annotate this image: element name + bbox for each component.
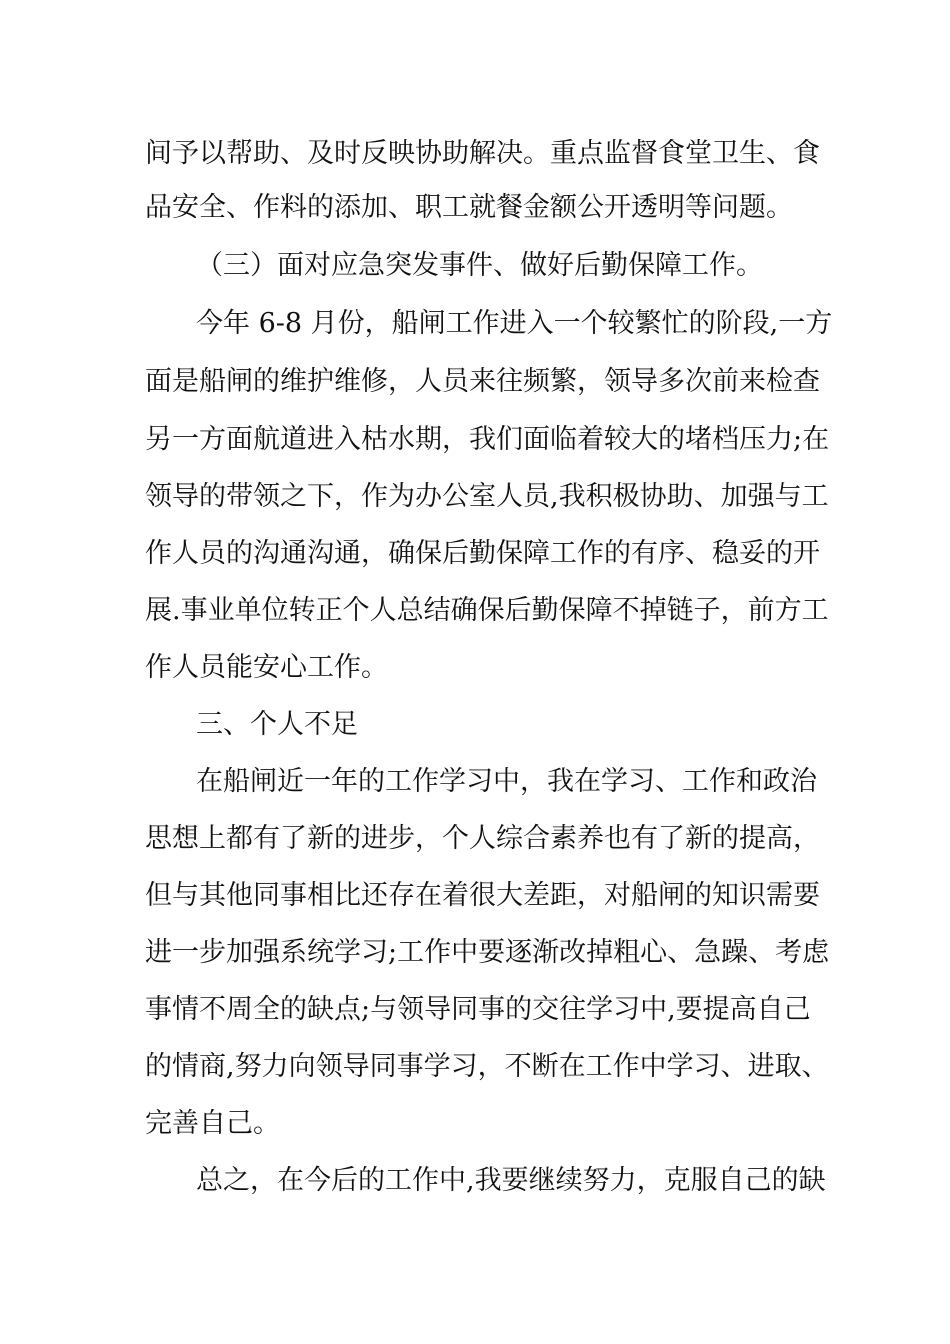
section-heading: 三、个人不足 (196, 709, 358, 740)
paragraph-line: 在船闸近一年的工作学习中，我在学习、工作和政治 (196, 766, 817, 797)
paragraph-line: 完善自己。 (145, 1108, 280, 1139)
paragraph-line: 另一方面航道进入枯水期，我们面临着较大的堵档压力;在 (145, 424, 830, 455)
paragraph-line: 但与其他同事相比还存在着很大差距，对船闸的知识需要 (145, 880, 820, 911)
paragraph-line: 领导的带领之下，作为办公室人员,我积极协助、加强与工 (145, 481, 829, 512)
paragraph-line: 面是船闸的维护维修，人员来往频繁，领导多次前来检查 (145, 366, 820, 397)
paragraph-line: 的情商,努力向领导同事学习，不断在工作中学习、进取、 (145, 1051, 829, 1082)
paragraph-line: 作人员的沟通沟通，确保后勤保障工作的有序、稳妥的开 (145, 538, 820, 569)
paragraph-line: 展.事业单位转正个人总结确保后勤保障不掉链子，前方工 (145, 595, 829, 626)
paragraph-line: 作人员能安心工作。 (145, 652, 388, 683)
paragraph-line: 事情不周全的缺点;与领导同事的交往学习中,要提高自己 (145, 994, 811, 1025)
paragraph-line: 今年 6-8 月份，船闸工作进入一个较繁忙的阶段,一方 (196, 308, 833, 339)
paragraph-line: 品安全、作料的添加、职工就餐金额公开透明等问题。 (145, 192, 793, 223)
paragraph-line: 进一步加强系统学习;工作中要逐渐改掉粗心、急躁、考虑 (145, 937, 830, 968)
paragraph-line: 总之，在今后的工作中,我要继续努力，克服自己的缺 (196, 1165, 826, 1196)
paragraph-line: 思想上都有了新的进步，个人综合素养也有了新的提高， (145, 823, 820, 854)
paragraph-line: 间予以帮助、及时反映协助解决。重点监督食堂卫生、食 (145, 138, 820, 169)
section-heading: （三）面对应急突发事件、做好后勤保障工作。 (196, 250, 763, 281)
